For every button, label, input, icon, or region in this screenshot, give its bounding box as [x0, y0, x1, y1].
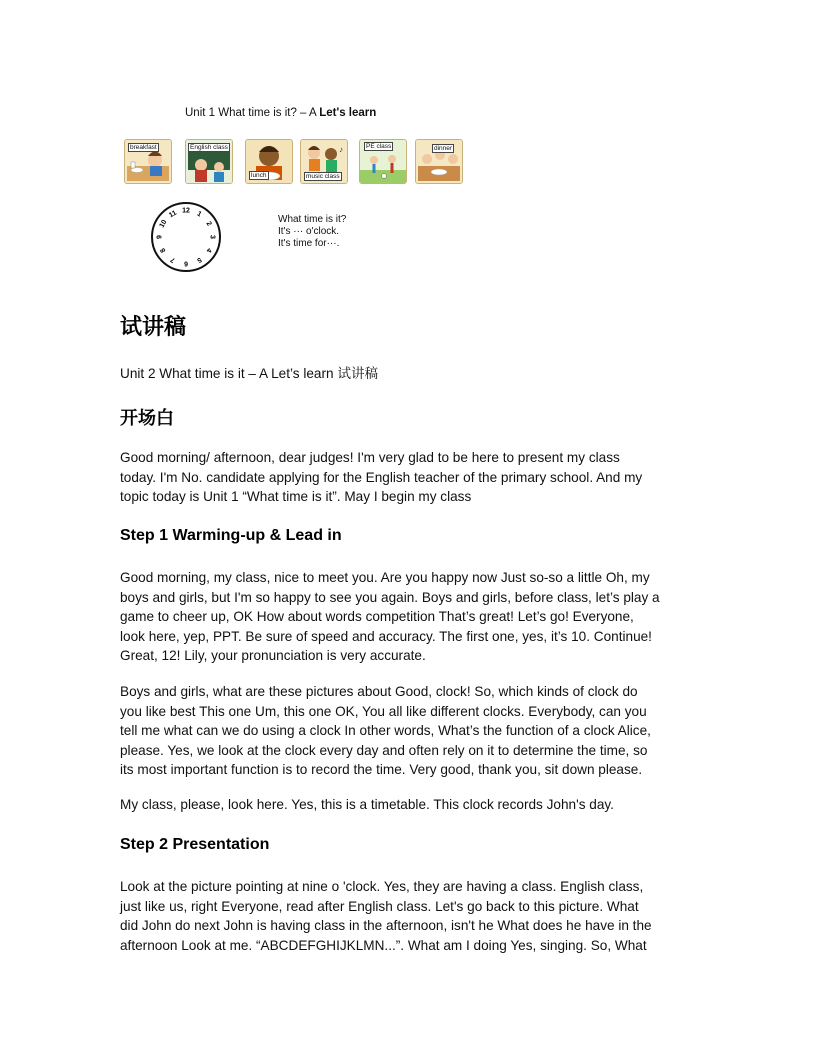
step1-paragraph-1 [120, 568, 710, 666]
text-line: tell me what can we do using a clock In other words, What’s the function of a clock Alice, [120, 723, 651, 739]
clock-numeral: 7 [169, 255, 177, 264]
svg-text:♪: ♪ [339, 145, 343, 154]
text-line: Look at the picture pointing at nine o 'clock. Yes, they are having a class. English class, [120, 879, 644, 894]
text-line: you like best This one Um, this one OK, You all like different clocks. Everybody, can you [120, 703, 647, 719]
text-line: Boys and girls, what are these pictures about Good, clock! So, which kinds of clock do [120, 684, 638, 699]
card-label: breakfast [130, 144, 157, 151]
clock-numeral: 6 [184, 259, 188, 267]
clock-numeral: 1 [195, 210, 203, 219]
card-breakfast [124, 139, 172, 184]
step2-heading: Step 2 Presentation [120, 836, 270, 853]
card-dinner [415, 139, 463, 184]
text-line: look here, yep, PPT. Be sure of speed and accuracy. The first one, yes, it’s 10. Continue! [120, 628, 652, 644]
text-line: game to cheer up, OK How about words competition That’s great! Let’s go! Everyone, [120, 609, 634, 625]
text-line: Good morning/ afternoon, dear judges! I'm very glad to be here to present my class [120, 450, 620, 465]
step1-paragraph-2 [120, 682, 710, 780]
sentence-pattern: It's time for···. [278, 238, 340, 249]
text-line: Good morning, my class, nice to meet you. Are you happy now Just so-so a little Oh, my [120, 570, 650, 585]
text-line: just like us, right Everyone, read after English class. Let's go back to this picture. What [120, 898, 639, 914]
opening-paragraph [120, 448, 710, 507]
card-english-class [185, 139, 233, 184]
step1-heading: Step 1 Warming-up & Lead in [120, 527, 342, 544]
sentence-pattern: What time is it? [278, 214, 347, 225]
clock-numeral: 9 [156, 235, 164, 239]
clock-numeral: 2 [204, 220, 213, 228]
clock-numeral: 3 [208, 235, 216, 239]
text-line: My class, please, look here. Yes, this is a timetable. This clock records John's day. [120, 797, 614, 812]
sentence-patterns [278, 214, 346, 250]
text-line: please. Yes, we look at the clock every day and often rely on it to determine the time, so [120, 742, 648, 758]
document-title: 试讲稿 [120, 315, 187, 340]
text-line: today. I'm No. candidate applying for the English teacher of the primary school. And my [120, 469, 643, 485]
clock-numeral: 10 [158, 218, 169, 230]
clock-face [150, 201, 222, 273]
figure-title [185, 107, 376, 119]
text-line: Great, 12! Lily, your pronunciation is very accurate. [120, 648, 426, 664]
card-label: dinner [434, 145, 453, 152]
card-pe-class [359, 139, 407, 184]
step2-paragraph-1 [120, 877, 710, 955]
clock-numeral: 12 [182, 207, 190, 215]
card-label: PE class [366, 143, 392, 150]
figure-title-text: Unit 1 What time is it? – A [185, 107, 320, 119]
text-line: boys and girls, but I'm so happy to see you again. Boys and girls, before class, let’s play a [120, 589, 660, 605]
card-music-class [300, 139, 348, 184]
text-line: afternoon Look at me. “ABCDEFGHIJKLMN...”. What am I doing Yes, singing. So, What [120, 937, 647, 953]
subtitle-line: Unit 2 What time is it – A Let’s learn 试讲稿 [120, 366, 379, 381]
clock-numeral: 4 [204, 246, 213, 254]
card-label: English class [190, 144, 228, 151]
card-label: music class [306, 173, 340, 180]
figure-title-bold: Let's learn [319, 107, 377, 119]
clock-numeral: 8 [159, 246, 168, 254]
card-lunch [245, 139, 293, 184]
opening-heading: 开场白 [120, 408, 174, 429]
document-subtitle [120, 364, 710, 384]
card-label: lunch [251, 172, 267, 179]
clock-numeral: 5 [195, 255, 203, 264]
text-line: did John do next John is having class in the afternoon, isn't he What does he have in the [120, 918, 652, 934]
sentence-pattern: It's ··· o'clock. [278, 226, 340, 237]
text-line: topic today is Unit 1 “What time is it”. May I begin my class [120, 489, 472, 505]
clock-numeral: 11 [168, 209, 178, 220]
text-line: its most important function is to record the time. Very good, thank you, sit down please. [120, 762, 643, 778]
step1-paragraph-3 [120, 795, 710, 815]
